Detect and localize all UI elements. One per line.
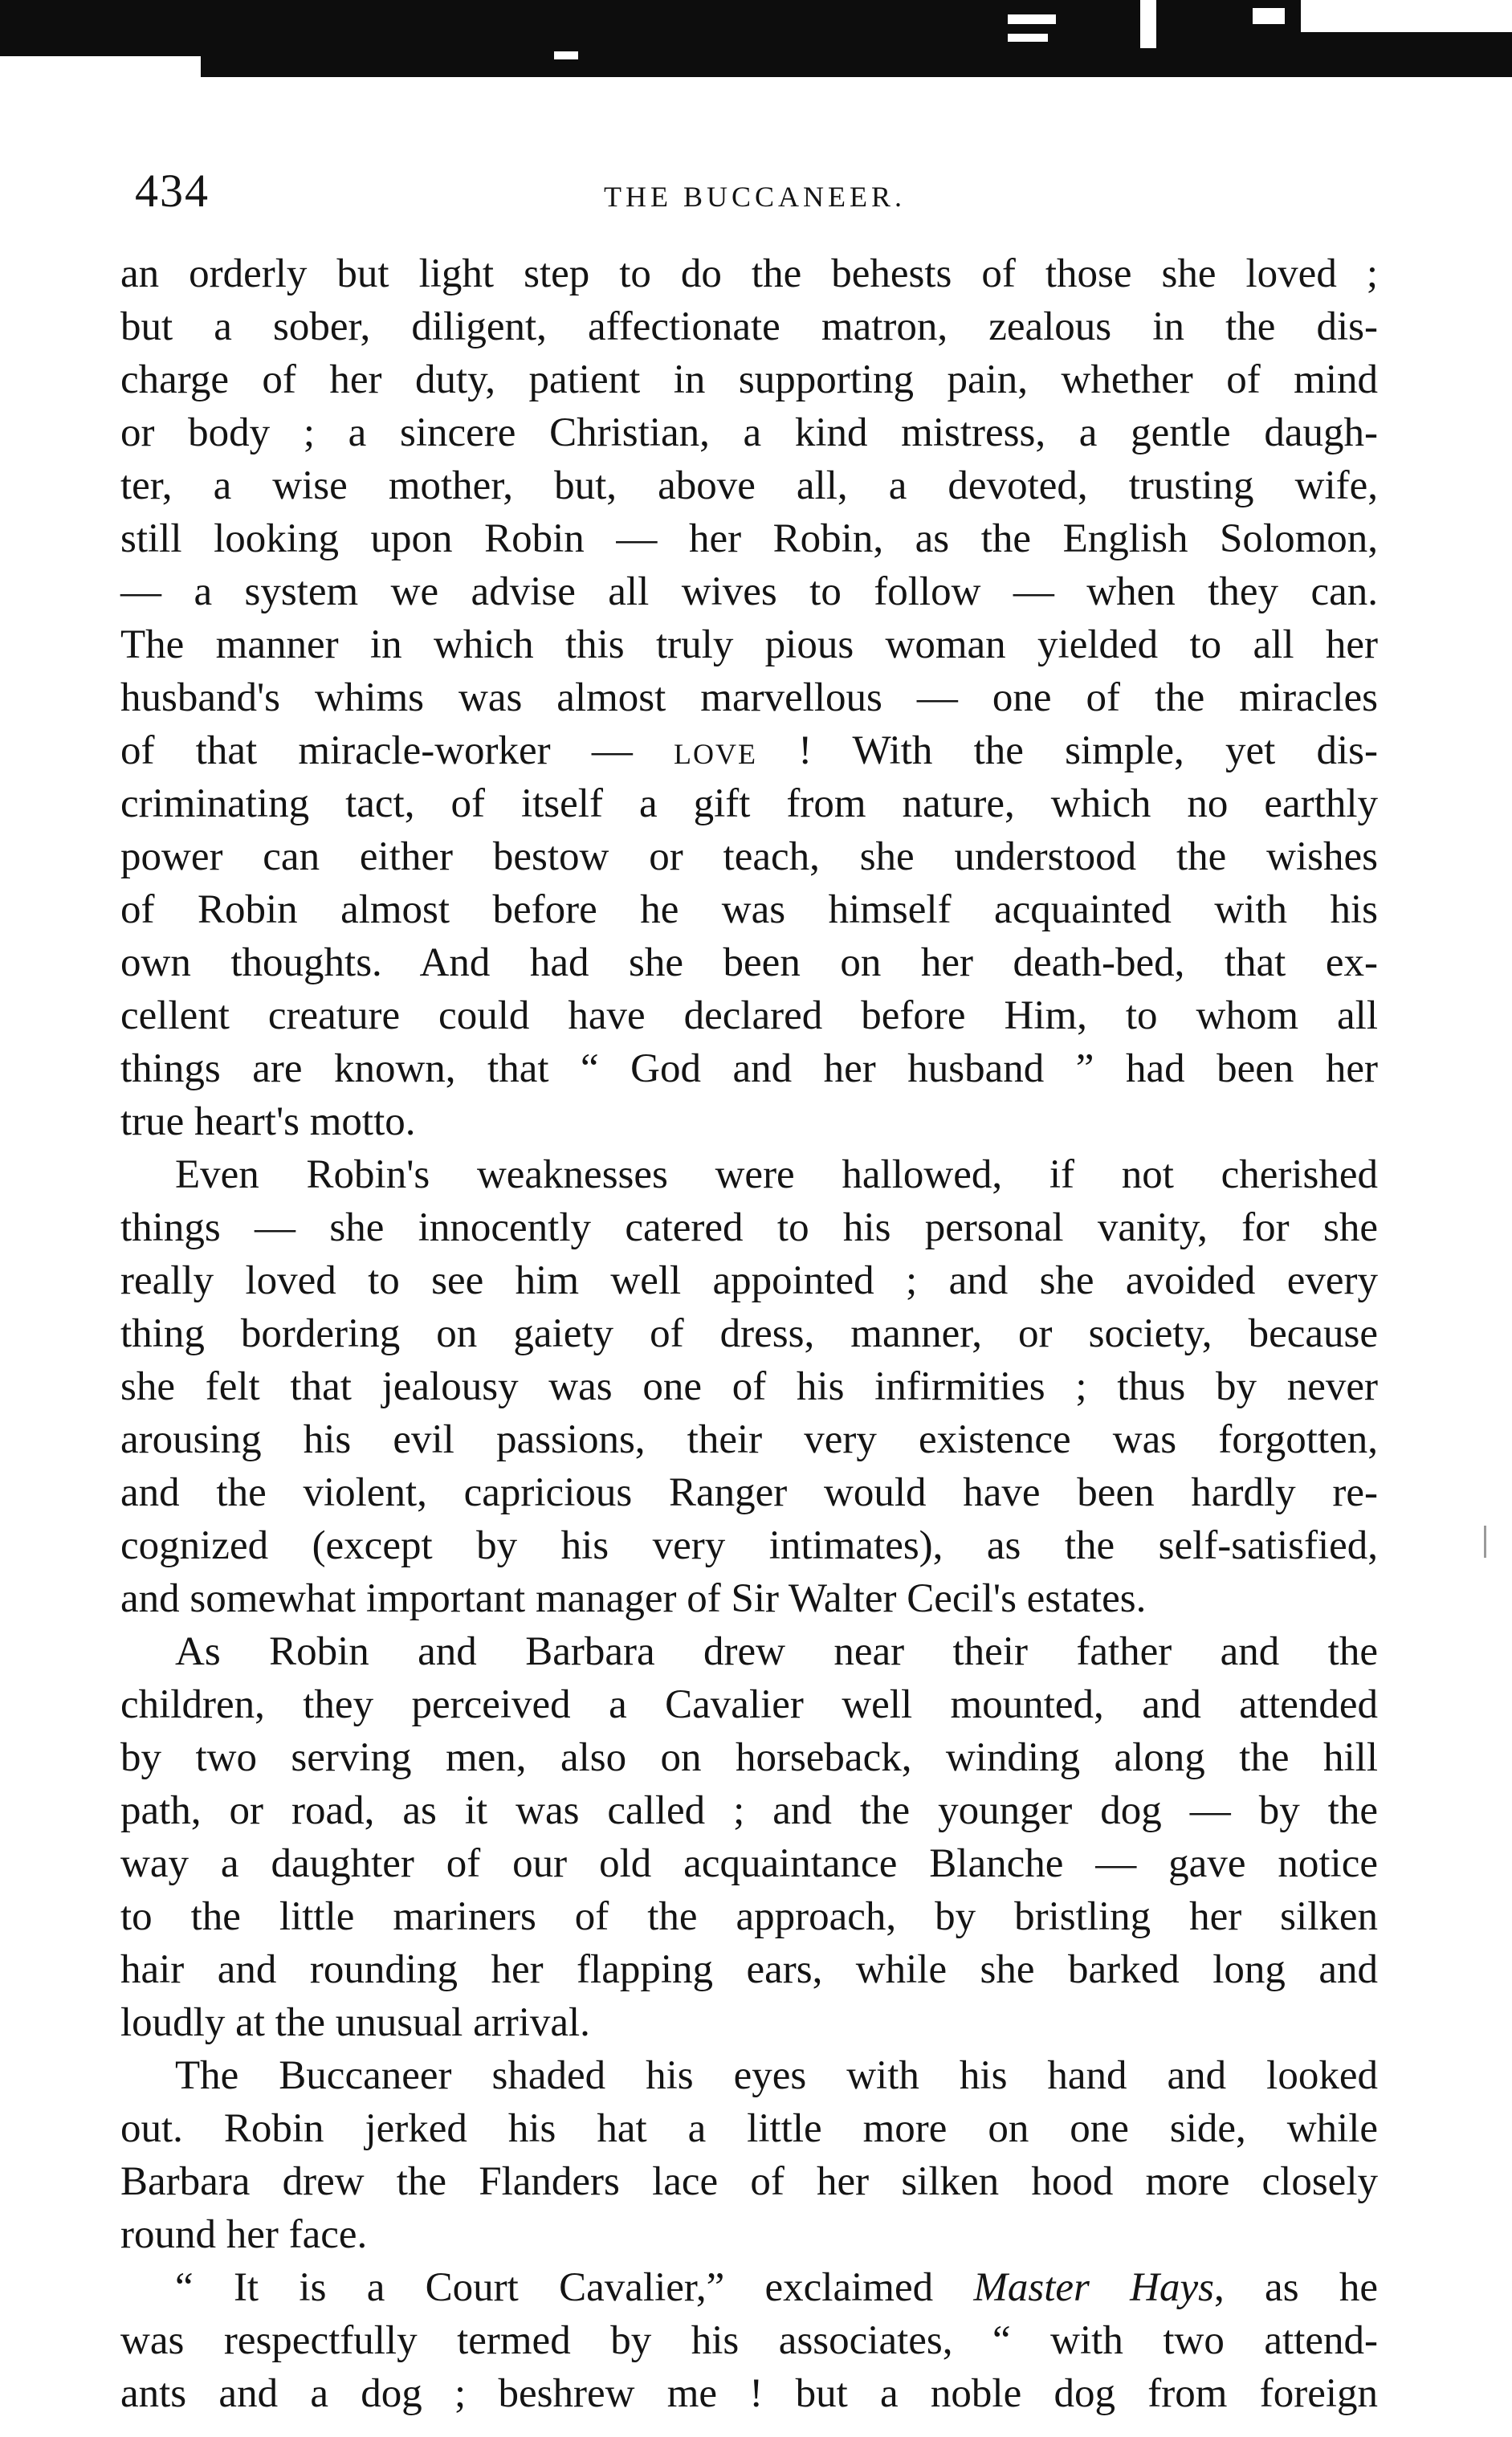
page-header <box>128 153 1381 225</box>
scan-border-top <box>0 0 1512 77</box>
text-line: — a system we advise all wives to follow — when they can. <box>120 569 1378 614</box>
text-line: still looking upon Robin — her Robin, as the English Solomon, <box>120 516 1378 561</box>
text-line: The manner in which this truly pious woman yielded to all her <box>120 622 1378 667</box>
text-line: true heart's motto. <box>120 1099 416 1144</box>
text-line: ants and a dog ; beshrew me ! but a noble dog from foreign <box>120 2371 1378 2416</box>
text-line: ter, a wise mother, but, above all, a devoted, trusting wife, <box>120 463 1378 508</box>
text-line: but a sober, diligent, affectionate matron, zealous in the dis- <box>120 304 1378 349</box>
text-line: “ It is a Court Cavalier,” exclaimed Master Hays, as he <box>175 2265 1378 2310</box>
text-line: own thoughts. And had she been on her death-bed, that ex- <box>120 940 1378 985</box>
scan-margin-mark <box>1484 1526 1486 1558</box>
text-line: criminating tact, of itself a gift from nature, which no earthly <box>120 781 1378 826</box>
text-line: way a daughter of our old acquaintance Blanche — gave notice <box>120 1841 1378 1886</box>
text-line: she felt that jealousy was one of his infirmities ; thus by never <box>120 1364 1378 1409</box>
paragraph <box>120 247 1378 1148</box>
text-line: loudly at the unusual arrival. <box>120 2000 590 2045</box>
text-line: and somewhat important manager of Sir Walter Cecil's estates. <box>120 1576 1147 1621</box>
text-line: and the violent, capricious Ranger would have been hardly re- <box>120 1470 1378 1515</box>
paragraph <box>120 1148 1378 1625</box>
text-line: out. Robin jerked his hat a little more on one side, while <box>120 2106 1378 2151</box>
text-line: by two serving men, also on horseback, winding along the hill <box>120 1735 1378 1780</box>
text-line: path, or road, as it was called ; and the younger dog — by the <box>120 1788 1378 1833</box>
paragraph <box>120 2049 1378 2261</box>
text-line: of that miracle-worker — love ! With the simple, yet dis- <box>120 728 1378 773</box>
text-line: Barbara drew the Flanders lace of her silken hood more closely <box>120 2159 1378 2204</box>
text-line: As Robin and Barbara drew near their father and the <box>175 1629 1378 1674</box>
text-line: arousing his evil passions, their very existence was forgotten, <box>120 1417 1378 1462</box>
text-line: The Buccaneer shaded his eyes with his hand and looked <box>175 2053 1378 2098</box>
text-line: round her face. <box>120 2212 368 2257</box>
text-line: power can either bestow or teach, she understood the wishes <box>120 834 1378 879</box>
text-line: children, they perceived a Cavalier well mounted, and attended <box>120 1682 1378 1727</box>
text-line: cellent creature could have declared before Him, to whom all <box>120 993 1378 1038</box>
text-line: husband's whims was almost marvellous — one of the miracles <box>120 675 1378 720</box>
text-line: really loved to see him well appointed ; and she avoided every <box>120 1258 1378 1303</box>
running-head: THE BUCCANEER. <box>604 181 906 213</box>
text-line: was respectfully termed by his associates, “ with two attend- <box>120 2318 1378 2363</box>
text-line: or body ; a sincere Christian, a kind mistress, a gentle daugh- <box>120 410 1378 455</box>
text-line: thing bordering on gaiety of dress, manner, or society, because <box>120 1311 1378 1356</box>
text-line: things are known, that “ God and her husband ” had been her <box>120 1046 1378 1091</box>
text-line: an orderly but light step to do the behests of those she loved ; <box>120 251 1378 296</box>
paragraph <box>120 1625 1378 2049</box>
text-line: things — she innocently catered to his personal vanity, for she <box>120 1205 1378 1250</box>
emphasis-love: love <box>674 728 758 773</box>
page-number: 434 <box>135 165 210 217</box>
text-line: Even Robin's weaknesses were hallowed, if not cherished <box>175 1152 1378 1197</box>
text-line: of Robin almost before he was himself acquainted with his <box>120 887 1378 932</box>
text-line: to the little mariners of the approach, by bristling her silken <box>120 1894 1378 1939</box>
paragraph <box>120 2261 1378 2420</box>
emphasis-master-hays: Master Hays <box>973 2265 1214 2310</box>
text-line: hair and rounding her flapping ears, while she barked long and <box>120 1947 1378 1992</box>
body-text <box>120 247 1378 2420</box>
text-line: charge of her duty, patient in supporting pain, whether of mind <box>120 357 1378 402</box>
text-line: cognized (except by his very intimates), as the self-satisfied, <box>120 1523 1378 1568</box>
